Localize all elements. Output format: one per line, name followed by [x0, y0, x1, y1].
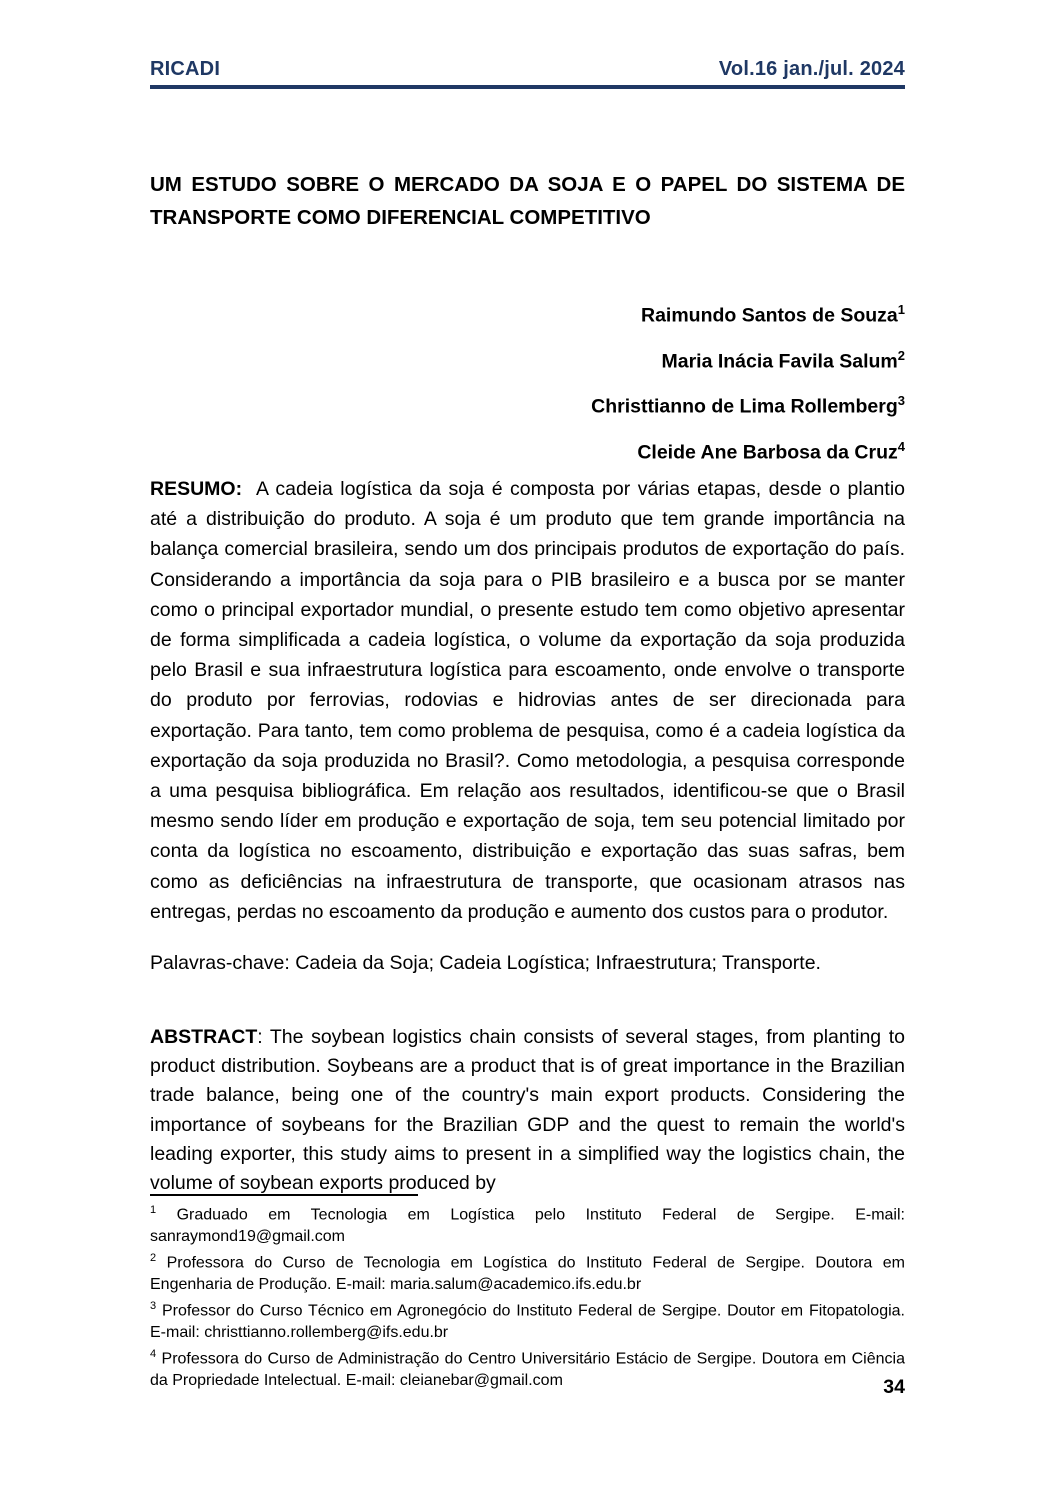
author-footnote-marker: 3 — [897, 393, 905, 408]
abstract-text: : The soybean logistics chain consists of several stages, from planting to product distribution. Soybeans are a product that is of great importance in the Brazilian trade balance, being one of the country's main export products. Considering the importance of soybeans for the Brazilian GDP and the quest to remain the world's leading exporter, this study aims to present in a simplified way the logistics chain, the volume of soybean exports produced by — [150, 1026, 905, 1195]
journal-name: RICADI — [150, 58, 221, 80]
footnote-marker: 3 — [150, 1299, 157, 1312]
footnote-marker: 4 — [150, 1347, 157, 1360]
author-line: Cleide Ane Barbosa da Cruz$^4$ — [637, 438, 905, 463]
journal-header — [150, 58, 905, 89]
author-footnote-marker: 4 — [897, 438, 905, 454]
footnote: $^3$ Professor do Curso Técnico em Agronegócio do Instituto Federal de Sergipe. Doutor em Fitopatologia. E-mail: christtianno.rollemberg@ifs.edu.br — [150, 1299, 906, 1341]
abstract-paragraph — [150, 1023, 905, 1198]
footnote-marker: 2 — [150, 1251, 157, 1264]
article-title: UM ESTUDO SOBRE O MERCADO DA SOJA E O PAPEL DO SISTEMA DE TRANSPORTE COMO DIFERENCIAL COMPETITIVO — [150, 173, 905, 229]
resumo-label: RESUMO: — [150, 478, 243, 500]
footnote: $^1$ Graduado em Tecnologia em Logística pelo Instituto Federal de Sergipe. E-mail: sanraymond19@gmail.com — [150, 1204, 905, 1246]
footnote: $^4$ Professora do Curso de Administração do Centro Universitário Estácio de Sergipe. Doutora em Ciência da Propriedade Intelectual. E-mail: cleianebar@gmail.com — [150, 1347, 905, 1389]
author-footnote-marker: 1 — [897, 302, 905, 317]
author-line: Raimundo Santos de Souza$^1$ — [640, 302, 905, 327]
keywords-line: Palavras-chave: Cadeia da Soja; Cadeia Logística; Infraestrutura; Transporte. — [150, 952, 821, 974]
abstract-label: ABSTRACT — [150, 1026, 258, 1048]
footnote: $^2$ Professora do Curso de Tecnologia em Logística do Instituto Federal de Sergipe. Doutora em Engenharia de Produção. E-mail: maria.salum@academico.ifs.edu.br — [150, 1251, 905, 1294]
footnote-separator-rule — [150, 1194, 418, 1196]
page-number: 34 — [883, 1376, 905, 1398]
author-footnote-marker: 2 — [897, 347, 905, 363]
author-line: Christtianno de Lima Rollemberg$^3$ — [591, 393, 905, 418]
author-line: Maria Inácia Favila Salum$^2$ — [661, 347, 905, 372]
footnote-marker: 1 — [150, 1204, 157, 1216]
footnotes-block — [150, 1200, 905, 1392]
resumo-text: A cadeia logística da soja é composta por várias etapas, desde o plantio até a distribuição do produto. A soja é um produto que tem grande importância na balança comercial brasileira, sendo um dos principais produtos de exportação do país. Considerando a importância da soja para o PIB brasileiro e a busca por se manter como o principal exportador mundial, o presente estudo tem como objetivo apresentar de forma simplificada a cadeia logística, o volume da exportação da soja produzida pelo Brasil e sua infraestrutura logística para escoamento, onde envolve o transporte do produto por ferrovias, rodovias e hidrovias antes de ser direcionada para exportação. Para tanto, tem como problema de pesquisa, como é a cadeia logística da exportação da soja produzida no Brasil?. Como metodologia, a pesquisa corresponde a uma pesquisa bibliográfica. Em relação aos resultados, identificou-se que o Brasil mesmo sendo líder em produção e exportação de soja, tem seu potencial limitado por conta da logística no escoamento, distribuição e exportação das suas safras, bem como as deficiências na infraestrutura de transporte, que ocasionam atrasos nas entregas, perdas no escoamento da produção e aumento dos custos para o produtor. — [150, 478, 906, 923]
resumo-paragraph — [150, 474, 905, 927]
journal-volume: Vol.16 jan./jul. 2024 — [718, 58, 905, 80]
authors-block — [150, 290, 905, 472]
